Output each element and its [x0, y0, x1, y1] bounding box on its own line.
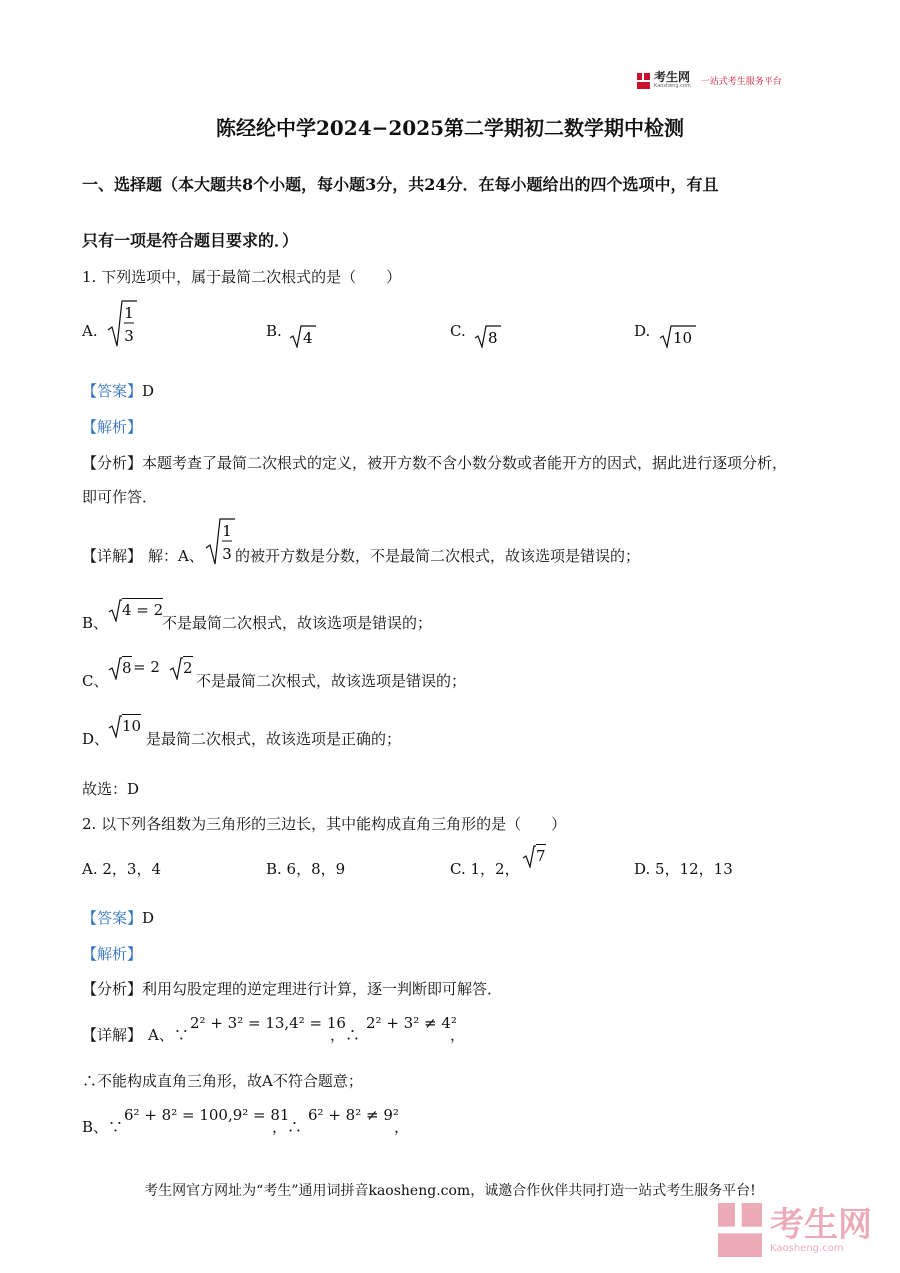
q2-detail-b-mid: ，∴ — [272, 1118, 303, 1136]
q1-detail-a-pre: 解：A、 — [148, 547, 204, 565]
q1-detail-c-math3: 2 — [183, 656, 193, 678]
q1-option-c-letter: C. — [450, 322, 466, 340]
q1-detail-a — [82, 518, 842, 570]
watermark — [718, 1203, 872, 1257]
q1-option-b-letter: B. — [266, 322, 282, 340]
q2-analysis-tag: 【解析】 — [82, 945, 143, 963]
watermark-logo-icon — [718, 1203, 762, 1257]
q2-fenxi — [82, 978, 502, 999]
q1-detail-d — [82, 714, 842, 748]
page-title: 陈经纶中学2024−2025第二学期初二数学期中检测 — [215, 116, 685, 140]
q1-detail-b-math: 4 = 2 — [122, 598, 163, 620]
q1-option-a — [82, 322, 98, 340]
q1-detail-a-den: 3 — [222, 545, 232, 563]
q2-stem: 2. 以下列各组数为三角形的三边长，其中能构成直角三角形的是（ ） — [82, 815, 567, 833]
q1-option-d-radicand: 10 — [673, 329, 693, 347]
q2-option-c-radicand: 7 — [536, 844, 546, 866]
logo-domain: Kaosheng.com — [654, 83, 691, 89]
q2-detail-a-pre: A、∵ — [148, 1026, 189, 1044]
q2-fenxi-tag: 【分析】 — [82, 980, 143, 998]
q1-option-d-sqrt — [658, 324, 698, 348]
q2-option-a: A. 2，3，4 — [82, 860, 161, 878]
q1-option-a-sqrt — [106, 300, 138, 348]
page-footer: 考生网官方网址为“考生”通用词拼音kaosheng.com，诚邀合作伙伴共同打造一站式考生服务平台! — [144, 1183, 756, 1199]
q1-detail-b-post: 不是最简二次根式，故该选项是错误的； — [162, 614, 433, 632]
q2-detail-b — [82, 1106, 842, 1136]
q1-option-a-den: 3 — [124, 327, 134, 345]
q2-detail-a — [82, 1014, 842, 1044]
q1-answer-tag: 【答案】 — [82, 382, 143, 400]
q2-detail-a-math1: 2² + 3² = 13,4² = 16 — [190, 1014, 346, 1032]
watermark-name: 考生网 — [770, 1204, 872, 1245]
q1-fenxi-line1 — [82, 452, 787, 473]
q2-line-a-conclusion: ∴不能构成直角三角形，故A不符合题意； — [82, 1072, 363, 1090]
q2-option-c-pre: C. 1，2， — [450, 860, 520, 878]
q2-options — [82, 844, 842, 878]
q1-detail-d-pre: D、 — [82, 730, 110, 748]
q1-detail-c-sqrt-sign — [108, 656, 122, 680]
q1-detail-b-pre: B、 — [82, 614, 109, 632]
q1-option-b-sqrt — [288, 324, 318, 348]
logo-icon — [637, 73, 650, 89]
q1-analysis-tag: 【解析】 — [82, 418, 143, 436]
q1-option-a-letter: A. — [82, 322, 98, 340]
q1-stem: 1. 下列选项中，属于最简二次根式的是（ ） — [82, 268, 402, 286]
q1-option-c — [450, 322, 466, 340]
q1-detail-c-math2: = 2 — [133, 658, 160, 676]
q1-detail-b-sqrt-sign — [108, 598, 122, 622]
q1-option-d — [634, 322, 650, 340]
q2-answer-value: D — [142, 909, 155, 927]
q2-option-c-sqrt-sign — [522, 844, 536, 868]
q1-conclusion: 故选：D — [82, 780, 140, 798]
q1-fenxi-text1: 本题考查了最简二次根式的定义，被开方数不含小数分数或者能开方的因式，据此进行逐项分析， — [142, 454, 788, 472]
q1-detail-a-sqrt — [204, 518, 236, 566]
q2-answer-tag: 【答案】 — [82, 909, 143, 927]
section-heading-line1: 一、选择题（本大题共8个小题，每小题3分，共24分．在每小题给出的四个选项中，有且 — [82, 175, 719, 194]
header-logo — [637, 72, 782, 89]
q2-detail-a-end: ， — [450, 1026, 466, 1044]
q1-detail-b — [82, 598, 842, 632]
q1-detail-c-math1: 8 — [122, 656, 132, 678]
q1-option-b-radicand: 4 — [303, 329, 313, 347]
q1-option-c-radicand: 8 — [488, 329, 498, 347]
q1-detail-d-post: 是最简二次根式，故该选项是正确的； — [146, 730, 402, 748]
q1-detail-a-post: 的被开方数是分数，不是最简二次根式，故该选项是错误的； — [235, 547, 641, 565]
q2-detail-b-math2: 6² + 8² ≠ 9² — [308, 1106, 399, 1124]
logo-name: 考生网 — [654, 70, 691, 84]
q1-option-c-sqrt — [473, 324, 503, 348]
q1-fenxi-line2: 即可作答． — [82, 488, 158, 506]
q1-options — [82, 300, 842, 350]
q1-detail-c-post: 不是最简二次根式，故该选项是错误的； — [196, 672, 467, 690]
q1-option-a-num: 1 — [124, 304, 134, 322]
watermark-domain: Kaosheng.com — [770, 1242, 844, 1254]
q2-detail-b-end: ， — [394, 1118, 410, 1136]
q2-fenxi-text: 利用勾股定理的逆定理进行计算，逐一判断即可解答． — [142, 980, 503, 998]
q1-detail-a-num: 1 — [222, 522, 232, 540]
q2-detail-tag: 【详解】 — [82, 1026, 143, 1044]
q1-option-d-letter: D. — [634, 322, 651, 340]
q2-answer — [82, 907, 154, 928]
q2-option-d: D. 5，12，13 — [634, 860, 733, 878]
q2-option-b: B. 6，8，9 — [266, 860, 346, 878]
section-heading-line2: 只有一项是符合题目要求的．） — [82, 231, 299, 250]
q2-detail-a-mid: ，∴ — [330, 1026, 361, 1044]
q1-option-b — [266, 322, 282, 340]
q1-detail-c — [82, 656, 842, 690]
q1-detail-d-sqrt-sign — [108, 714, 122, 738]
q1-answer-value: D — [142, 382, 155, 400]
q2-detail-a-math2: 2² + 3² ≠ 4² — [366, 1014, 457, 1032]
q1-detail-tag: 【详解】 — [82, 547, 143, 565]
q2-detail-b-pre: B、∵ — [82, 1118, 124, 1136]
q1-detail-d-math: 10 — [122, 714, 141, 736]
logo-slogan: 一站式考生服务平台 — [700, 77, 782, 87]
q1-detail-c-sqrt-sign2 — [169, 656, 183, 680]
q1-answer — [82, 380, 154, 401]
q1-fenxi-tag: 【分析】 — [82, 454, 143, 472]
q2-detail-b-math1: 6² + 8² = 100,9² = 81 — [124, 1106, 290, 1124]
q1-detail-c-pre: C、 — [82, 672, 109, 690]
